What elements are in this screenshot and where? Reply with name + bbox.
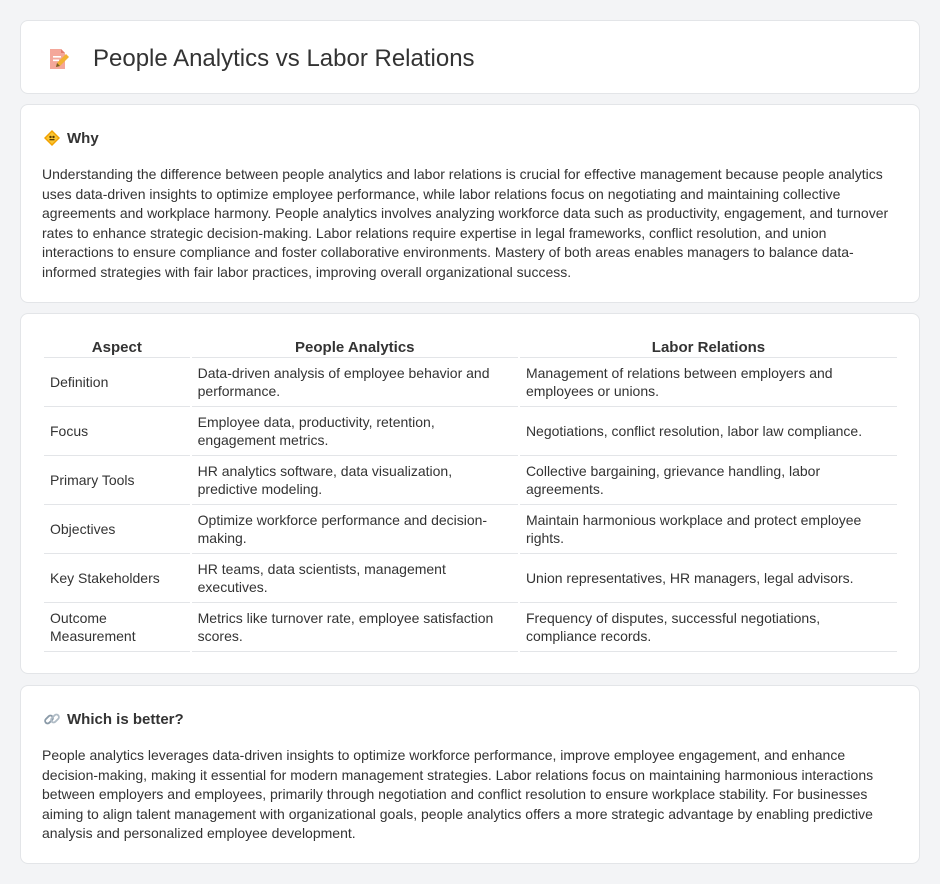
comparison-section xyxy=(20,313,920,674)
why-section xyxy=(20,104,920,303)
header-card xyxy=(20,20,920,94)
table-row xyxy=(44,505,897,554)
table-header-row xyxy=(44,336,897,358)
header-people-analytics: People Analytics xyxy=(192,336,518,358)
why-heading xyxy=(43,128,99,148)
labor-relations-cell: Union representatives, HR managers, legal advisors. xyxy=(520,554,897,603)
page-title: People Analytics vs Labor Relations xyxy=(93,45,475,72)
header-aspect: Aspect xyxy=(44,336,190,358)
document-edit-icon xyxy=(46,47,70,71)
aspect-cell: Focus xyxy=(44,407,190,456)
people-analytics-cell: Employee data, productivity, retention, engagement metrics. xyxy=(192,407,518,456)
header-labor-relations: Labor Relations xyxy=(520,336,897,358)
aspect-cell: Outcome Measurement xyxy=(44,603,190,652)
labor-relations-cell: Maintain harmonious workplace and protect employee rights. xyxy=(520,505,897,554)
better-text: People analytics leverages data-driven insights to optimize workforce performance, improve employee engagement, and enhance decision-making, making it essential for modern management strategies. Labor relations focus on maintaining harmonious interactions between employers and employees, primarily through negotiation and conflict resolution to ensure workplace stability. For businesses aiming to align talent management with organizational goals, people analytics offers a more strategic advantage by enabling predictive analysis and personalized employee development. xyxy=(42,747,874,841)
labor-relations-cell: Negotiations, conflict resolution, labor law compliance. xyxy=(520,407,897,456)
table-row xyxy=(44,554,897,603)
link-icon xyxy=(43,710,61,728)
table-row xyxy=(44,456,897,505)
labor-relations-cell: Management of relations between employers and employees or unions. xyxy=(520,358,897,407)
why-text: Understanding the difference between people analytics and labor relations is crucial for effective management because people analytics uses data-driven insights to optimize employee performance, while labor relations focus on negotiating and maintaining collective agreements and workplace harmony. People analytics involves analyzing workforce data such as productivity, engagement, and turnover rates to enhance strategic decision-making. Labor relations require expertise in legal frameworks, conflict resolution, and union interactions to ensure compliance and foster collaborative environments. Mastery of both areas enables managers to balance data-informed strategies with fair labor practices, improving overall organizational success. xyxy=(42,166,889,280)
labor-relations-cell: Collective bargaining, grievance handling, labor agreements. xyxy=(520,456,897,505)
people-analytics-cell: Data-driven analysis of employee behavior and performance. xyxy=(192,358,518,407)
aspect-cell: Key Stakeholders xyxy=(44,554,190,603)
better-heading xyxy=(43,709,184,729)
aspect-cell: Definition xyxy=(44,358,190,407)
people-analytics-cell: Metrics like turnover rate, employee satisfaction scores. xyxy=(192,603,518,652)
which-is-better-section xyxy=(20,685,920,864)
labor-relations-cell: Frequency of disputes, successful negotiations, compliance records. xyxy=(520,603,897,652)
people-analytics-cell: HR analytics software, data visualization, predictive modeling. xyxy=(192,456,518,505)
aspect-cell: Primary Tools xyxy=(44,456,190,505)
why-title: Why xyxy=(67,129,99,147)
table-row xyxy=(44,358,897,407)
comparison-table xyxy=(42,336,899,652)
table-row xyxy=(44,407,897,456)
table-row xyxy=(44,603,897,652)
better-title: Which is better? xyxy=(67,710,184,728)
people-analytics-cell: HR teams, data scientists, management executives. xyxy=(192,554,518,603)
aspect-cell: Objectives xyxy=(44,505,190,554)
people-analytics-cell: Optimize workforce performance and decision-making. xyxy=(192,505,518,554)
traffic-sign-icon xyxy=(43,129,61,147)
